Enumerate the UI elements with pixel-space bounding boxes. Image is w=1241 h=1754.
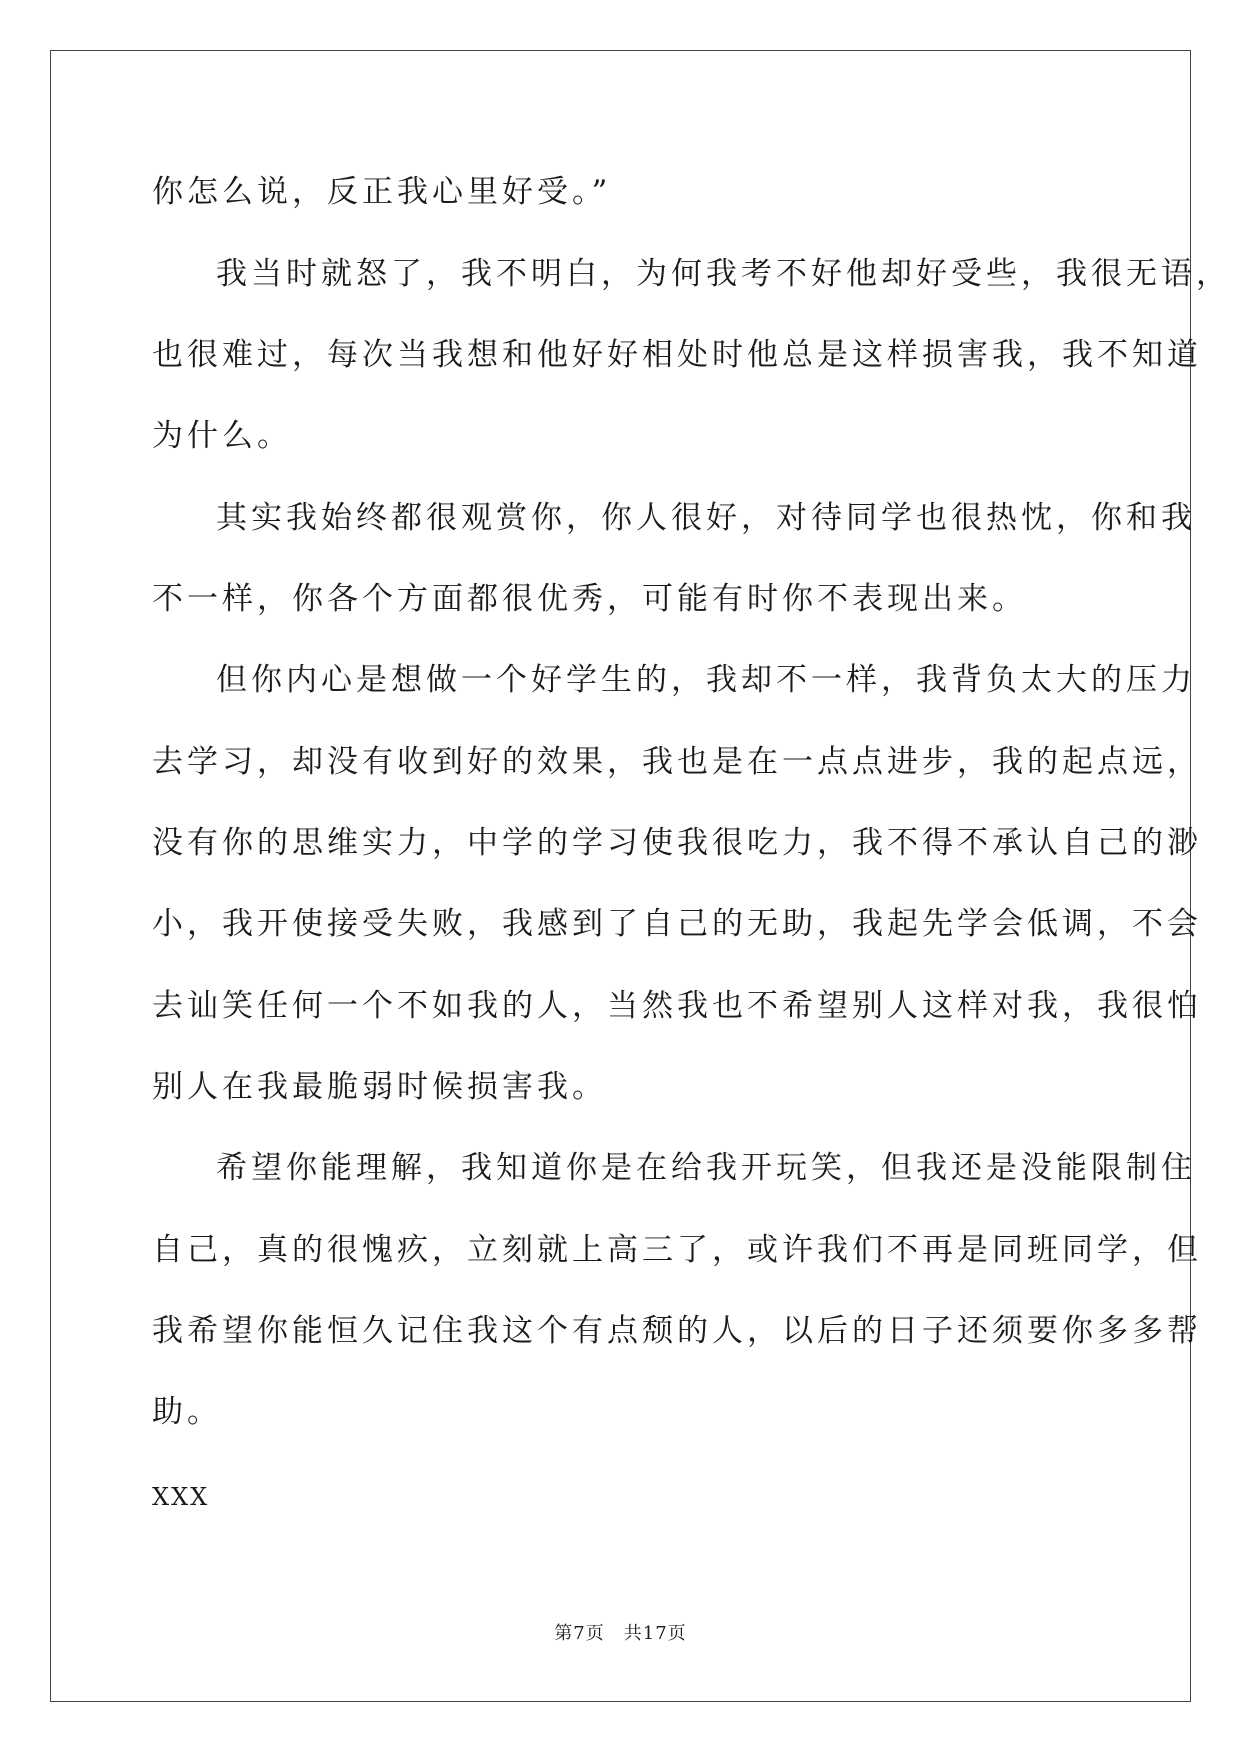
body-line: 为什么。 <box>152 418 292 454</box>
page-border <box>50 50 1231 1702</box>
body-line: 助。 <box>152 1394 222 1430</box>
paragraph-first-line: 我当时就怒了，我不明白，为何我考不好他却好受些，我很无语， <box>216 256 1231 292</box>
body-line: 不一样，你各个方面都很优秀，可能有时你不表现出来。 <box>152 581 1027 617</box>
body-line: 我希望你能恒久记住我这个有点颓的人，以后的日子还须要你多多帮 <box>152 1313 1202 1349</box>
body-line: 也很难过，每次当我想和他好好相处时他总是这样损害我，我不知道 <box>152 337 1202 373</box>
body-line: 没有你的思维实力，中学的学习使我很吃力，我不得不承认自己的渺 <box>152 825 1202 861</box>
paragraph-first-line: 其实我始终都很观赏你，你人很好，对待同学也很热忱，你和我 <box>216 500 1196 536</box>
page-number-footer: 第7页 共17页 <box>554 1623 687 1644</box>
paragraph-first-line: 希望你能理解，我知道你是在给我开玩笑，但我还是没能限制住 <box>216 1150 1196 1186</box>
paragraph-first-line: 但你内心是想做一个好学生的，我却不一样，我背负太大的压力 <box>216 662 1196 698</box>
body-line: 去讪笑任何一个不如我的人，当然我也不希望别人这样对我，我很怕 <box>152 988 1202 1024</box>
body-line: 小，我开使接受失败，我感到了自己的无助，我起先学会低调，不会 <box>152 906 1202 942</box>
body-line: 去学习，却没有收到好的效果，我也是在一点点进步，我的起点远， <box>152 744 1202 780</box>
body-line: 自己，真的很愧疚，立刻就上高三了，或许我们不再是同班同学，但 <box>152 1232 1202 1268</box>
signature: XXX <box>152 1483 210 1511</box>
body-line: 你怎么说，反正我心里好受。” <box>152 174 612 210</box>
body-line: 别人在我最脆弱时候损害我。 <box>152 1069 607 1105</box>
